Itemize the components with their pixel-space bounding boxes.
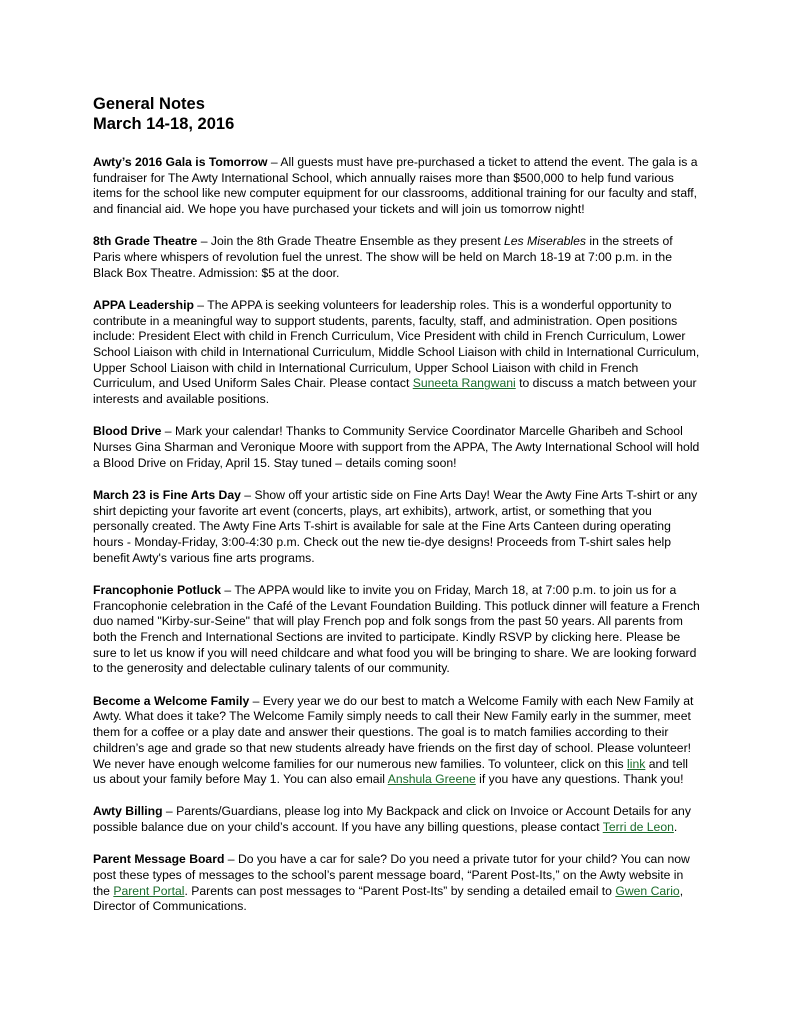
notice-parent-message-board [93,852,703,915]
notice-text: . Parents can post messages to “Parent Post-Its” by sending a detailed email to [184,883,616,898]
notice-welcome-family [93,694,703,788]
notice-text: , Director of Communications. [93,883,684,914]
page-title [93,94,703,134]
notice-heading: Blood Drive [93,424,162,439]
notice-text: – Every year we do our best to match a Welcome Family with each New Family at Awty. What does it take? The Welcome Family simply needs to call their New Family early in the summer, meet them for a coffee or a play date and answer their questions. The goal is to match families according to their children’s age and grade so that new students already have friends on the first day of school. Please volunteer! We never have enough welcome families for our numerous new families. To volunteer, click on this [93,693,694,771]
notice-heading: Become a Welcome Family [93,693,250,708]
notice-text: if you have any questions. Thank you! [475,772,684,787]
notice-text: – Mark your calendar! Thanks to Community Service Coordinator Marcelle Gharibeh and School Nurses Gina Sharman and Veronique Moore with support from the APPA, The Awty International School will hold a Blood Drive on Friday, April 15. Stay tuned – details coming soon! [93,424,700,470]
notice-heading: March 23 is Fine Arts Day [93,487,241,502]
title-line-1: General Notes [93,95,205,113]
notice-text: in the streets of Paris where whispers of revolution fuel the unrest. The show will be held on March 18-19 at 7:00 p.m. in the Black Box Theatre. Admission: $5 at the door. [93,234,673,280]
notice-gala [93,155,703,218]
notice-text: . [673,820,678,835]
notice-text: – Do you have a car for sale? Do you need a private tutor for your child? You can now post these types of messages to the school’s parent message board, “Parent Post-Its,” on the Awty website in the [93,852,690,898]
notice-heading: Awty’s 2016 Gala is Tomorrow [93,155,268,169]
notice-text: – All guests must have pre-purchased a ticket to attend the event. The gala is a fundraiser for The Awty International School, which annually raises more than $500,000 to help fund various items for the school like new computer equipment for our classrooms, additional training for our faculty and staff, and financial aid. We hope you have purchased your tickets and will join us tomorrow night! [93,155,698,217]
document-body [93,94,703,932]
notice-blood-drive [93,424,703,471]
notice-awty-billing [93,804,703,835]
contact-link-gwen[interactable]: Gwen Cario [615,883,680,898]
show-title: Les Miserables [504,234,586,249]
notice-text: – Parents/Guardians, please log into My Backpack and click on Invoice or Account Details for any possible balance due on your child’s account. If you have any billing questions, please contact [93,804,691,835]
title-line-2: March 14-18, 2016 [93,115,235,133]
notice-text: and tell us about your family before May 1. You can also email [93,756,689,787]
notice-text: – Join the 8th Grade Theatre Ensemble as they present [197,234,504,249]
contact-link-anshula[interactable]: Anshula Greene [387,772,476,787]
notice-heading: APPA Leadership [93,297,194,312]
notice-text: to discuss a match between your interests and available positions. [93,376,697,407]
notice-heading: 8th Grade Theatre [93,234,198,249]
notice-heading: Parent Message Board [93,852,225,867]
contact-link-suneeta[interactable]: Suneeta Rangwani [412,376,516,391]
volunteer-link[interactable]: link [627,756,646,771]
notice-theatre [93,234,703,281]
notice-text: – The APPA would like to invite you on Friday, March 18, at 7:00 p.m. to join us for a Francophonie celebration in the Café of the Levant Foundation Building. This potluck dinner will feature a French duo named "Kirby-sur-Seine" that will play French pop and folk songs from the past 50 years. All parents from both the French and International Sections are invited to participate. Kindly RSVP by clicking here. Please be sure to let us know if you will need childcare and what food you will be bringing to share. We are looking forward to the generosity and delectable culinary talents of our community. [93,582,700,676]
notice-heading: Awty Billing [93,804,163,819]
notice-appa-leadership [93,298,703,408]
parent-portal-link[interactable]: Parent Portal [113,883,185,898]
notice-heading: Francophonie Potluck [93,582,221,597]
notice-text: – The APPA is seeking volunteers for leadership roles. This is a wonderful opportunity to contribute in a meaningful way to support students, parents, faculty, staff, and administration. Open positions include: President Elect with child in French Curriculum, Vice President with child in French Curriculum, Lower School Liaison with child in International Curriculum, Middle School Liaison with child in International Curriculum, Upper School Liaison with child in International Curriculum, Upper School Liaison with child in French Curriculum, and Used Uniform Sales Chair. Please contact [93,297,700,391]
notice-francophonie-potluck [93,583,703,677]
notice-text: – Show off your artistic side on Fine Arts Day! Wear the Awty Fine Arts T-shirt or any shirt depicting your favorite art event (concerts, plays, art exhibits), artwork, artist, or something that you personally created. The Awty Fine Arts T-shirt is available for sale at the Fine Arts Canteen during operating hours - Monday-Friday, 3:00-4:30 p.m. Check out the new tie-dye designs! Proceeds from T-shirt sales help benefit Awty's various fine arts programs. [93,487,698,565]
notice-fine-arts-day [93,488,703,567]
contact-link-terri[interactable]: Terri de Leon [602,820,674,835]
